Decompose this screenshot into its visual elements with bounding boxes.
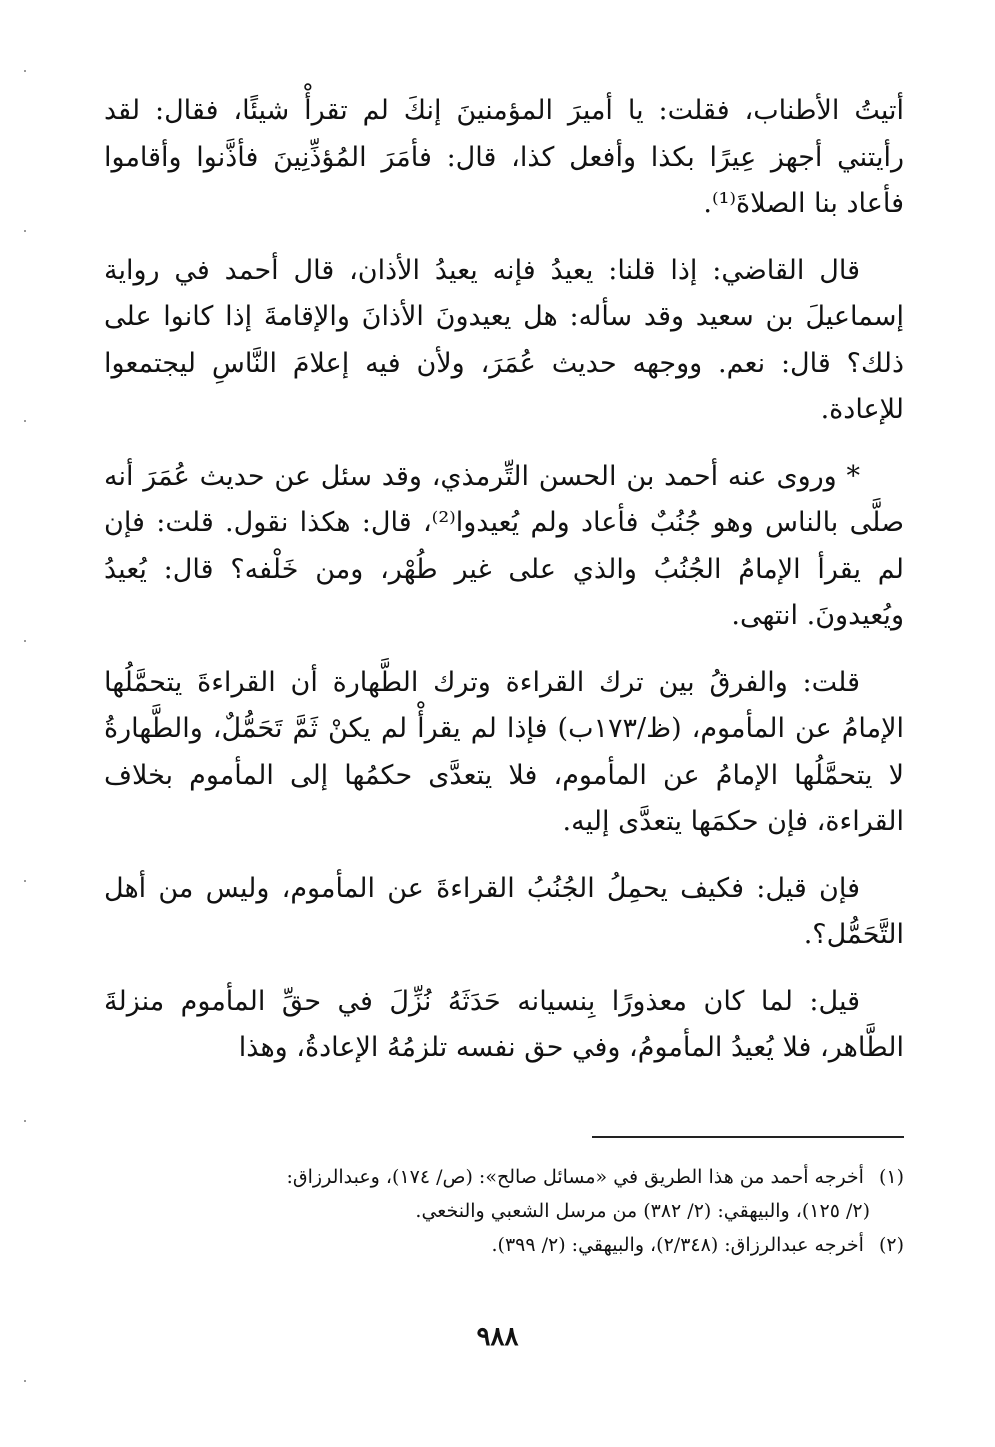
footnote-1: [104, 1160, 904, 1194]
main-text: [104, 88, 904, 1088]
footnote-text: أخرجه أحمد من هذا الطريق في «مسائل صالح»: (ص/ ١٧٤)، وعبدالرزاق:: [286, 1166, 864, 1188]
scan-speck: [24, 1380, 26, 1382]
scan-speck: [24, 880, 26, 882]
scan-speck: [24, 70, 26, 72]
footnote-2: [104, 1228, 904, 1262]
footnote-number: (٢): [878, 1234, 904, 1256]
paragraph: أتيتُ الأطناب، فقلت: يا أميرَ المؤمنينَ إنكَ لم تقرأْ شيئًا، فقال: لقد رأيتني أجهز عِيرًا بكذا وأفعل كذا، قال: فأمَرَ المُؤذِّنِينَ فأذَّنوا وأقاموا فأعاد بنا الصلاةَ⁽¹⁾.: [104, 95, 905, 219]
footnote-separator: [592, 1136, 904, 1138]
paragraph: * وروى عنه أحمد بن الحسن التِّرمذي، وقد سئل عن حديث عُمَرَ أنه صلَّى بالناس وهو جُنُبٌ فأعاد ولم يُعيدوا⁽²⁾، قال: هكذا نقول. قلت: فإن لم يقرأ الإمامُ الجُنُبُ والذي على غير طُهْر، ومن خَلْفه؟ قال: يُعيدُ ويُعيدونَ. انتهى.: [104, 460, 905, 631]
footnotes: [104, 1160, 904, 1262]
footnote-1-continuation: [104, 1194, 904, 1228]
scan-speck: [24, 640, 26, 642]
footnote-text: أخرجه عبدالرزاق: (٢/٣٤٨)، والبيهقي: (٢/ ٣٩٩).: [491, 1234, 864, 1256]
footnote-number: (١): [878, 1166, 904, 1188]
footnote-text: (٢/ ١٢٥)، والبيهقي: (٢/ ٣٨٢) من مرسل الشعبي والنخعي.: [415, 1200, 870, 1222]
page-number: ٩٨٨: [476, 1322, 519, 1352]
paragraph: فإن قيل: فكيف يحمِلُ الجُنُبُ القراءةَ عن المأموم، وليس من أهل التَّحَمُّل؟.: [104, 872, 904, 950]
scan-speck: [24, 230, 26, 232]
scan-speck: [24, 420, 26, 422]
scan-speck: [24, 1120, 26, 1122]
paragraph: قال القاضي: إذا قلنا: يعيدُ فإنه يعيدُ الأذان، قال أحمد في رواية إسماعيلَ بن سعيد وقد سأله: هل يعيدونَ الأذانَ والإقامةَ إذا كانوا على ذلك؟ قال: نعم. ووجهه حديث عُمَرَ، ولأن فيه إعلامَ النَّاسِ ليجتمعوا للإعادة.: [104, 254, 904, 425]
paragraph: قلت: والفرقُ بين ترك القراءة وترك الطَّهارة أن القراءةَ يتحمَّلُها الإمامُ عن المأموم، (ظ/١٧٣ب) فإذا لم يقرأْ لم يكنْ ثَمَّ تَحَمُّلٌ، والطَّهارةُ لا يتحمَّلُها الإمامُ عن المأموم، فلا يتعدَّى حكمُها إلى المأموم بخلاف القراءة، فإن حكمَها يتعدَّى إليه.: [104, 666, 904, 837]
paragraph: قيل: لما كان معذورًا بِنسيانه حَدَثَهُ نُزِّلَ في حقِّ المأموم منزلةَ الطَّاهر، فلا يُعيدُ المأمومُ، وفي حق نفسه تلزمُهُ الإعادةُ، وهذا: [104, 985, 904, 1063]
